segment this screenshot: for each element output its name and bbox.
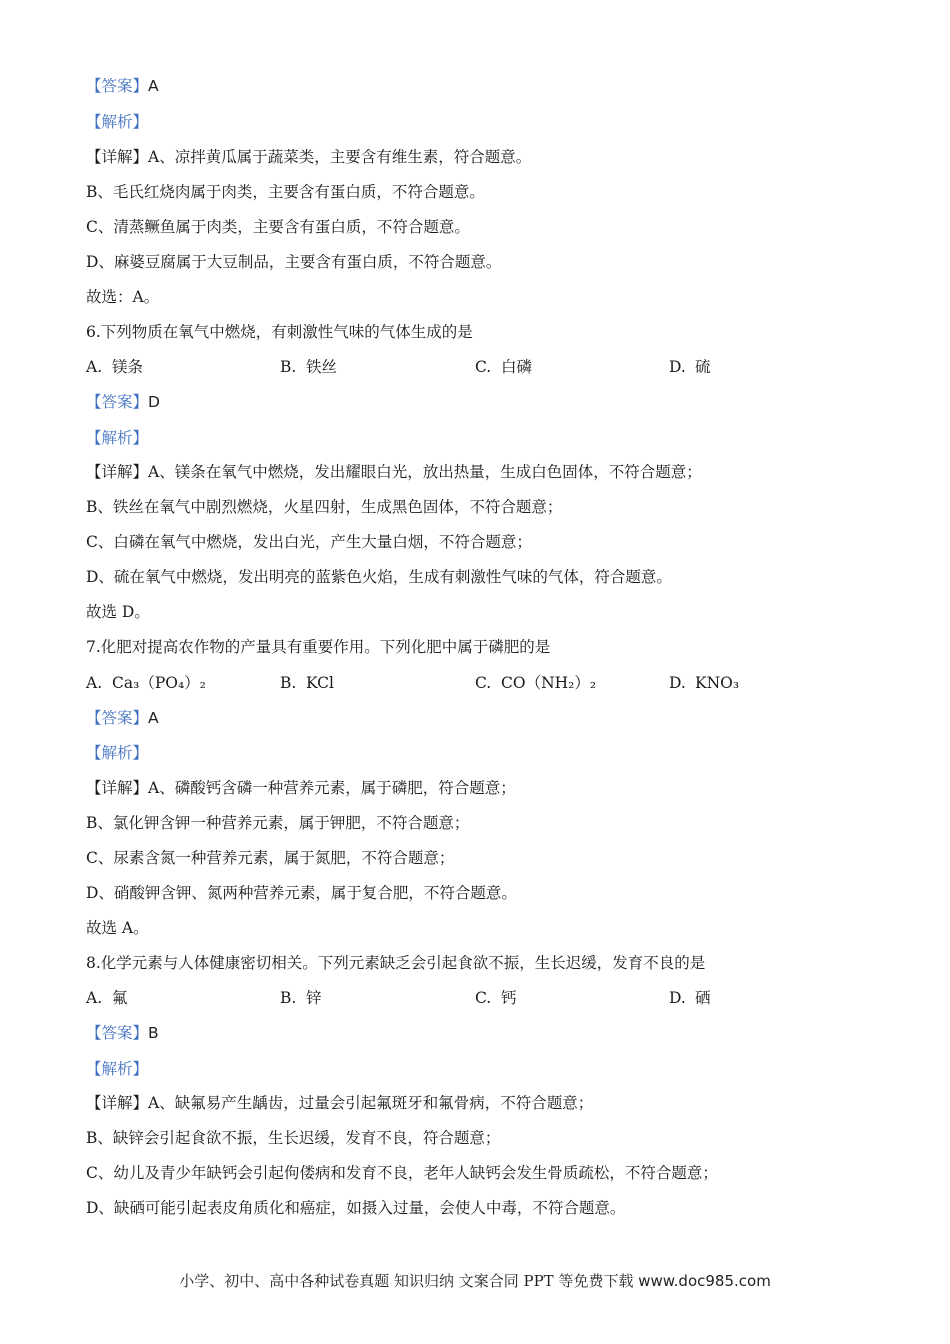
q6-detail-a: 【详解】A、镁条在氧气中燃烧，发出耀眼白光，放出热量，生成白色固体，不符合题意；	[86, 463, 702, 481]
q8-option-c: C. 钙	[475, 989, 517, 1007]
answer-value: A	[148, 77, 159, 95]
q7-answer-line: 【答案】A	[86, 709, 159, 727]
q8-stem: 8.化学元素与人体健康密切相关。下列元素缺乏会引起食欲不振，生长迟缓，发育不良的是	[86, 954, 706, 972]
q6-stem: 6.下列物质在氧气中燃烧，有刺激性气味的气体生成的是	[86, 323, 473, 341]
q8-answer-line: 【答案】B	[86, 1024, 159, 1042]
q5-detail-d: D、麻婆豆腐属于大豆制品，主要含有蛋白质，不符合题意。	[86, 253, 502, 271]
q7-option-d: D. KNO₃	[669, 674, 740, 692]
q8-option-d: D. 硒	[669, 989, 711, 1007]
q6-detail-d: D、硫在氧气中燃烧，发出明亮的蓝紫色火焰，生成有刺激性气味的气体，符合题意。	[86, 568, 672, 586]
q7-option-b: B. KCl	[280, 674, 334, 692]
page-footer	[0, 1270, 950, 1291]
q7-detail-c: C、尿素含氮一种营养元素，属于氮肥，不符合题意；	[86, 849, 455, 867]
q6-option-c: C. 白磷	[475, 358, 533, 376]
q7-detail-b: B、氯化钾含钾一种营养元素，属于钾肥，不符合题意；	[86, 814, 470, 832]
q7-option-c: C. CO（NH₂）₂	[475, 674, 597, 692]
q7-conclusion: 故选 A。	[86, 919, 149, 937]
q6-conclusion: 故选 D。	[86, 603, 150, 621]
q6-analysis-label: 【解析】	[86, 429, 149, 447]
q5-detail-a: 【详解】A、凉拌黄瓜属于蔬菜类，主要含有维生素，符合题意。	[86, 148, 532, 166]
q8-option-b: B. 锌	[280, 989, 322, 1007]
q6-detail-c: C、白磷在氧气中燃烧，发出白光，产生大量白烟，不符合题意；	[86, 533, 532, 551]
q6-option-b: B. 铁丝	[280, 358, 338, 376]
q7-detail-a: 【详解】A、磷酸钙含磷一种营养元素，属于磷肥，符合题意；	[86, 779, 516, 797]
q5-detail-c: C、清蒸鳜鱼属于肉类，主要含有蛋白质，不符合题意。	[86, 218, 470, 236]
q5-conclusion: 故选：A。	[86, 288, 160, 306]
q8-option-a: A. 氟	[86, 989, 128, 1007]
q8-detail-c: C、幼儿及青少年缺钙会引起佝偻病和发育不良，老年人缺钙会发生骨质疏松，不符合题意；	[86, 1164, 718, 1182]
q6-detail-b: B、铁丝在氧气中剧烈燃烧，火星四射，生成黑色固体，不符合题意；	[86, 498, 563, 516]
q8-analysis-label: 【解析】	[86, 1060, 149, 1078]
q6-answer-line: 【答案】D	[86, 393, 160, 411]
q7-stem: 7.化肥对提高农作物的产量具有重要作用。下列化肥中属于磷肥的是	[86, 638, 551, 656]
q8-detail-a: 【详解】A、缺氟易产生龋齿，过量会引起氟斑牙和氟骨病，不符合题意；	[86, 1094, 594, 1112]
q5-detail-b: B、毛氏红烧肉属于肉类，主要含有蛋白质，不符合题意。	[86, 183, 485, 201]
q8-detail-b: B、缺锌会引起食欲不振，生长迟缓，发育不良，符合题意；	[86, 1129, 501, 1147]
answer-label: 【答案】	[86, 77, 149, 95]
q6-option-d: D. 硫	[669, 358, 711, 376]
q8-detail-d: D、缺硒可能引起表皮角质化和癌症，如摄入过量，会使人中毒，不符合题意。	[86, 1199, 626, 1217]
footer-url[interactable]: www.doc985.com	[638, 1272, 771, 1290]
q5-answer-line	[86, 76, 159, 96]
q7-analysis-label: 【解析】	[86, 744, 149, 762]
detail-label: 【详解】	[86, 148, 149, 166]
q5-analysis-label: 【解析】	[86, 113, 149, 131]
q7-detail-d: D、硝酸钾含钾、氮两种营养元素，属于复合肥，不符合题意。	[86, 884, 517, 902]
q6-option-a: A. 镁条	[86, 358, 144, 376]
footer-text: 小学、初中、高中各种试卷真题 知识归纳 文案合同 PPT 等免费下载	[179, 1272, 634, 1290]
q7-option-a: A. Ca₃（PO₄）₂	[86, 674, 206, 692]
